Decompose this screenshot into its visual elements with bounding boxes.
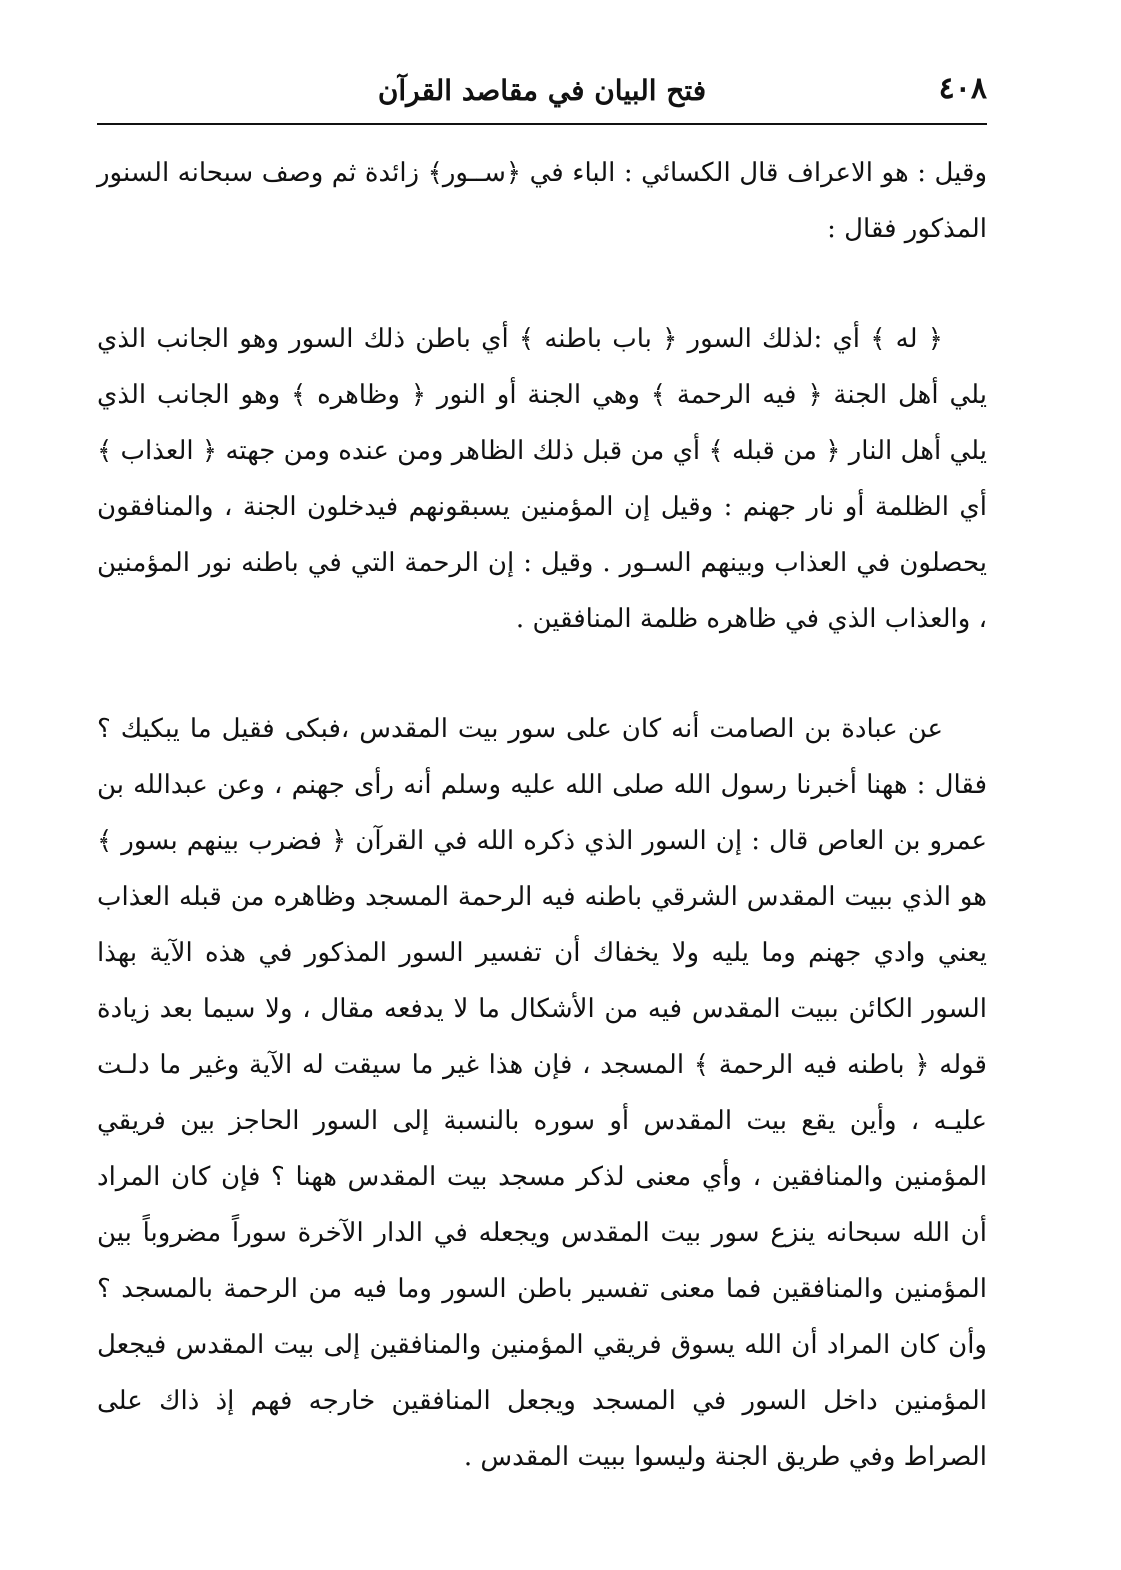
- page-number: ٤٠٨: [938, 71, 987, 106]
- page-header: [97, 70, 987, 125]
- header-divider: [97, 123, 987, 125]
- page-body: [97, 145, 987, 1485]
- paragraph-2: ﴿ له ﴾ أي :لذلك السور ﴿ باب باطنه ﴾ أي باطن ذلك السور وهو الجانب الذي يلي أهل الجنة ﴿ فيه الرحمة ﴾ وهي الجنة أو النور ﴿ وظاهره ﴾ وهو الجانب الذي يلي أهل النار ﴿ من قبله ﴾ أي من قبل ذلك الظاهر ومن عنده ومن جهته ﴿ العذاب ﴾ أي الظلمة أو نار جهنم : وقيل إن المؤمنين يسبقونهم فيدخلون الجنة ، والمنافقون يحصلون في العذاب وبينهم السـور . وقيل : إن الرحمة التي في باطنه نور المؤمنين ، والعذاب الذي في ظاهره ظلمة المنافقين .: [97, 324, 987, 634]
- paragraph-3: عن عبادة بن الصامت أنه كان على سور بيت المقدس ،فبكى فقيل ما يبكيك ؟فقال : ههنا أخبرنا رسول الله صلى الله عليه وسلم أنه رأى جهنم ، وعن عبدالله بن عمرو بن العاص قال : إن السور الذي ذكره الله في القرآن ﴿ فضرب بينهم بسور ﴾ هو الذي ببيت المقدس الشرقي باطنه فيه الرحمة المسجد وظاهره من قبله العذاب يعني وادي جهنم وما يليه ولا يخفاك أن تفسير السور المذكور في هذه الآية بهذا السور الكائن ببيت المقدس فيه من الأشكال ما لا يدفعه مقال ، ولا سيما بعد زيادة قوله ﴿ باطنه فيه الرحمة ﴾ المسجد ، فإن هذا غير ما سيقت له الآية وغير ما دلـت عليـه ، وأين يقع بيت المقدس أو سوره بالنسبة إلى السور الحاجز بين فريقي المؤمنين والمنافقين ، وأي معنى لذكر مسجد بيت المقدس ههنا ؟ فإن كان المراد أن الله سبحانه ينزع سور بيت المقدس ويجعله في الدار الآخرة سوراً مضروباً بين المؤمنين والمنافقين فما معنى تفسير باطن السور وما فيه من الرحمة بالمسجد ؟ وأن كان المراد أن الله يسوق فريقي المؤمنين والمنافقين إلى بيت المقدس فيجعل المؤمنين داخل السور في المسجد ويجعل المنافقين خارجه فهم إذ ذاك على الصراط وفي طريق الجنة وليسوا ببيت المقدس .: [97, 714, 987, 1472]
- paragraph-spacer: [97, 647, 987, 701]
- paragraph-spacer: [97, 257, 987, 311]
- running-title: فتح البيان في مقاصد القرآن: [377, 74, 707, 107]
- paragraph-1: وقيل : هو الاعراف قال الكسائي : الباء في ﴿ســور﴾ زائدة ثم وصف سبحانه السنور المذكور فقال :: [97, 158, 987, 244]
